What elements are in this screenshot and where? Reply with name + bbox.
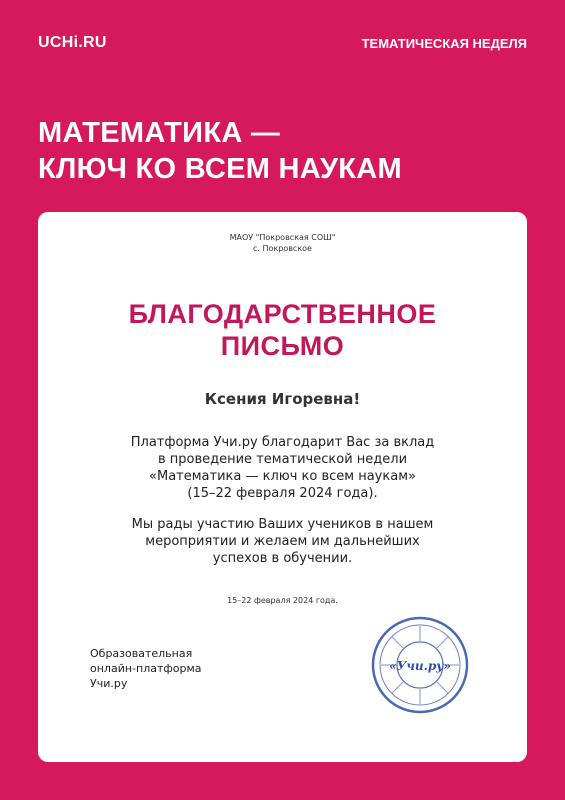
school-name: МАОУ "Покровская СОШ" bbox=[229, 233, 336, 242]
wishes-paragraph bbox=[98, 516, 467, 567]
stamp-text: «Учи.ру» bbox=[389, 659, 451, 673]
signature-block bbox=[90, 646, 202, 691]
paragraph-line: (15–22 февраля 2024 года). bbox=[187, 486, 378, 501]
thanks-paragraph bbox=[98, 434, 467, 502]
signature-line: Учи.ру bbox=[90, 677, 128, 690]
paragraph-line: Платформа Учи.ру благодарит Вас за вклад bbox=[130, 435, 435, 450]
title-line-2: ПИСЬМО bbox=[220, 331, 345, 361]
paragraph-line: успехов в обучении. bbox=[212, 551, 353, 566]
paragraph-line: Мы рады участию Ваших учеников в нашем bbox=[131, 517, 434, 532]
headline-line-2: КЛЮЧ КО ВСЕМ НАУКАМ bbox=[38, 153, 402, 185]
letter-date: 15–22 февраля 2024 года. bbox=[227, 596, 338, 605]
headline bbox=[38, 115, 402, 187]
recipient-name: Ксения Игоревна! bbox=[204, 390, 361, 408]
paragraph-line: «Математика — ключ ко всем наукам» bbox=[149, 469, 416, 484]
stamp-seal bbox=[370, 615, 470, 715]
school-block bbox=[38, 232, 527, 254]
letter-title bbox=[38, 298, 527, 362]
uchi-logo: UCHi.RU bbox=[38, 34, 107, 51]
letter-card bbox=[38, 212, 527, 762]
paragraph-line: мероприятии и желаем им дальнейших bbox=[145, 534, 420, 549]
paragraph-line: в проведение тематической недели bbox=[157, 452, 408, 467]
signature-line: онлайн-платформа bbox=[90, 662, 202, 675]
school-place: с. Покровское bbox=[253, 244, 312, 253]
event-label: ТЕМАТИЧЕСКАЯ НЕДЕЛЯ bbox=[361, 36, 527, 51]
title-line-1: БЛАГОДАРСТВЕННОЕ bbox=[128, 299, 437, 329]
headline-line-1: МАТЕМАТИКА — bbox=[38, 117, 281, 149]
signature-line: Образовательная bbox=[90, 647, 193, 660]
